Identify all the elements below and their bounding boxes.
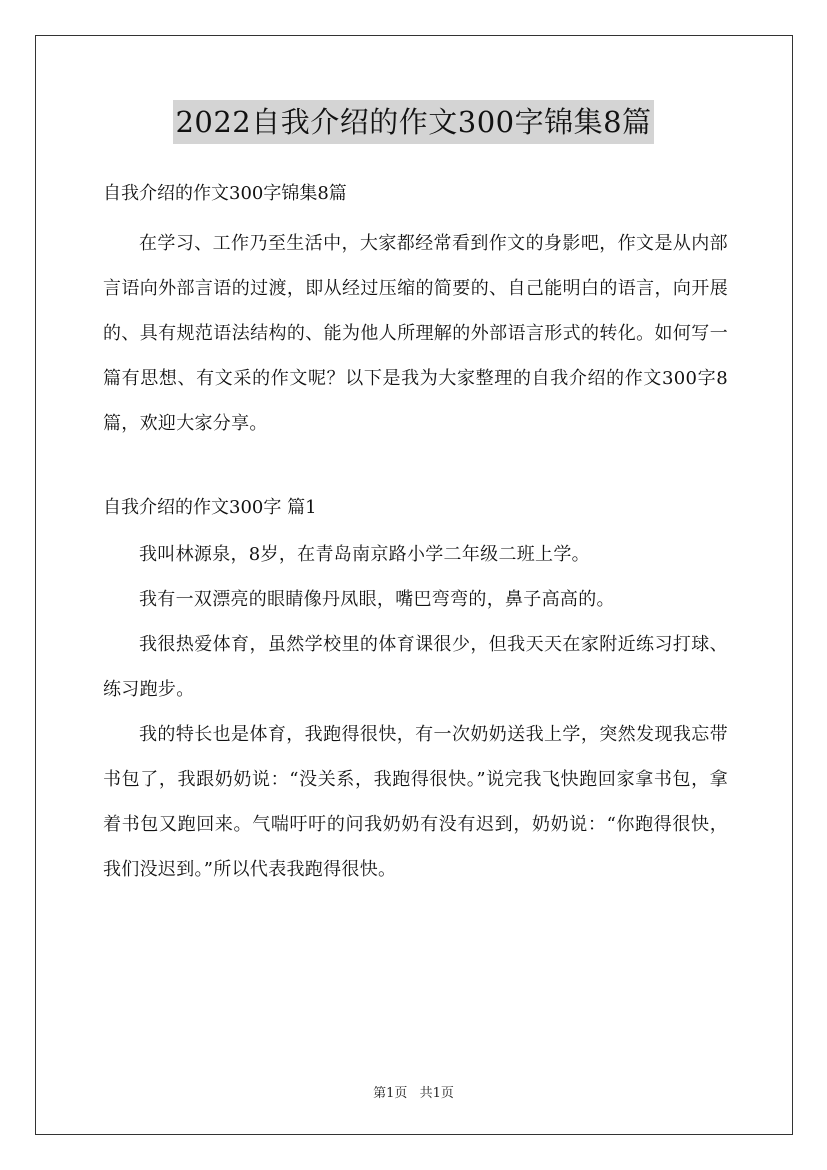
title-container [0, 100, 827, 144]
section-heading: 自我介绍的作文300字 篇1 [103, 497, 317, 518]
page-total: 共1页 [419, 1086, 454, 1101]
document-title: 2022自我介绍的作文300字锦集8篇 [173, 100, 653, 144]
document-body [103, 176, 728, 892]
body-paragraph: 我的特长也是体育，我跑得很快，有一次奶奶送我上学，突然发现我忘带书包了，我跟奶奶说：“没关系，我跑得很快。”说完我飞快跑回家拿书包，拿着书包又跑回来。气喘吁吁的问我奶奶有没有迟到，奶奶说：“你跑得很快，我们没迟到。”所以代表我跑得很快。 [103, 724, 728, 880]
body-paragraph: 我很热爱体育，虽然学校里的体育课很少，但我天天在家附近练习打球、练习跑步。 [103, 634, 728, 700]
intro-paragraph: 在学习、工作乃至生活中，大家都经常看到作文的身影吧，作文是从内部言语向外部言语的过渡，即从经过压缩的简要的、自己能明白的语言，向开展的、具有规范语法结构的、能为他人所理解的外部语言形式的转化。如何写一篇有思想、有文采的作文呢？以下是我为大家整理的自我介绍的作文300字8篇，欢迎大家分享。 [103, 233, 728, 434]
page-footer [0, 1082, 827, 1101]
page-number: 第1页 [373, 1086, 408, 1101]
document-subtitle: 自我介绍的作文300字锦集8篇 [103, 183, 347, 204]
body-paragraph: 我有一双漂亮的眼睛像丹凤眼，嘴巴弯弯的，鼻子高高的。 [139, 589, 615, 610]
body-paragraph: 我叫林源泉，8岁，在青岛南京路小学二年级二班上学。 [139, 544, 590, 565]
